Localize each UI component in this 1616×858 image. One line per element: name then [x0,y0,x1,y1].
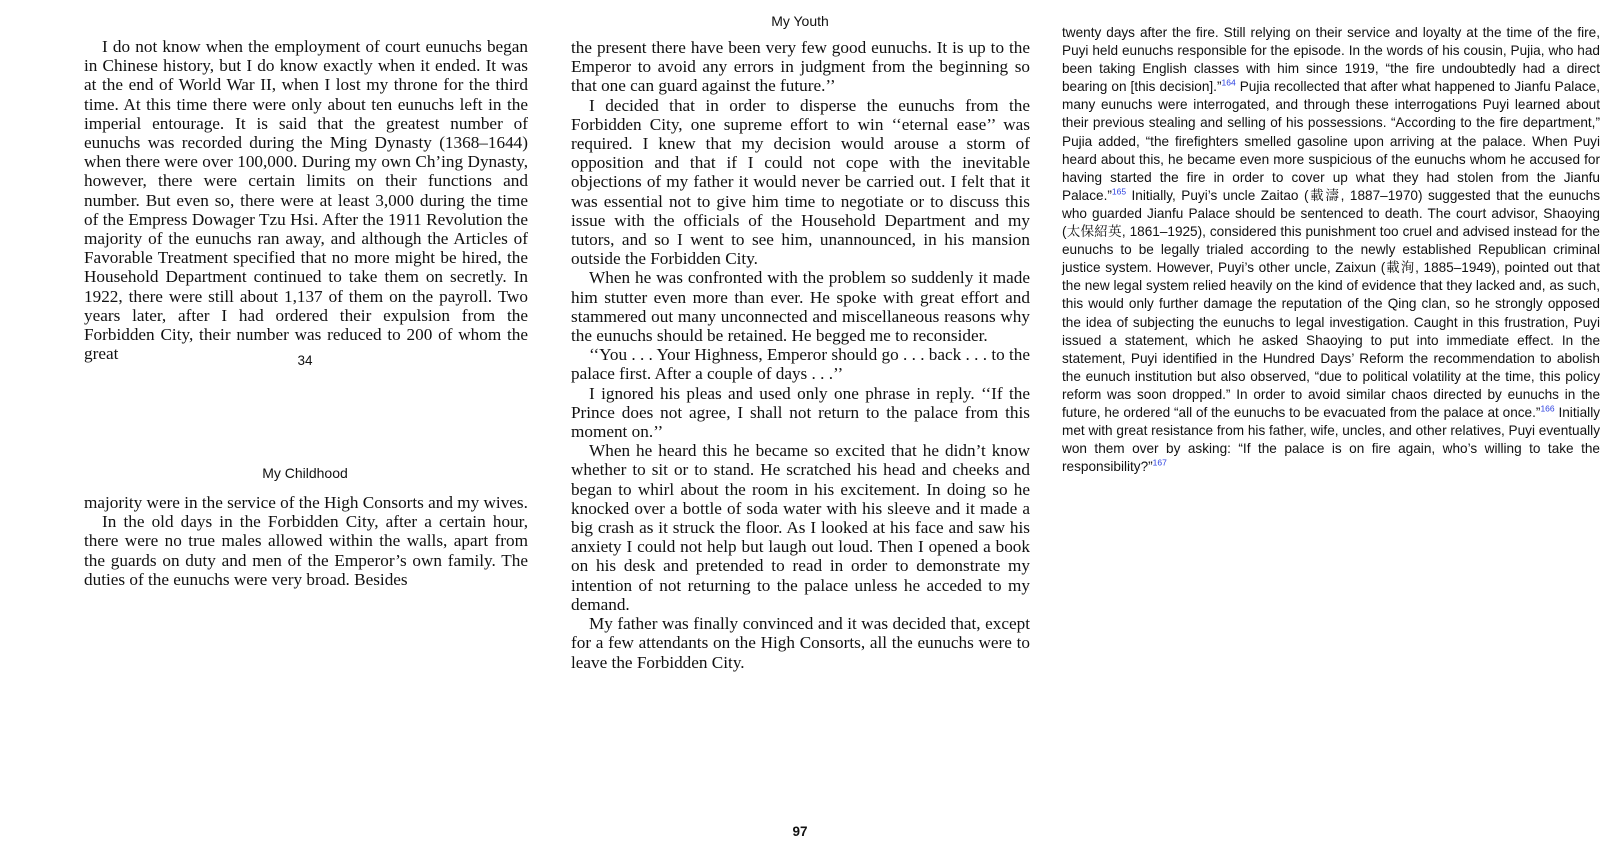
paragraph: When he heard this he became so excited that he didn’t know whether to sit or to stand. He scratched his head and cheeks and began to whirl about the room in his excitement. In doing so he knocked over a bottle of soda water with his sleeve and it made a big crash as it struck the floor. As I looked at his face and saw his anxiety I could not help but laugh out loud. Then I opened a book on his desk and pretended to read in order to demonstrate my intention of not returning to the palace unless he acceded to my demand. [571,441,1030,614]
footnote-link-164[interactable]: 164 [1221,77,1236,88]
footnote-link-167[interactable]: 167 [1152,457,1167,468]
right-page-paragraph [1062,24,1600,476]
paragraph: ‘‘You . . . Your Highness, Emperor should go . . . back . . . to the palace first. After a couple of days . . .’’ [571,345,1030,384]
paragraph: In the old days in the Forbidden City, after a certain hour, there were no true males allowed within the walls, apart from the guards on duty and men of the Emperor’s own family. The duties of the eunuchs were very broad. Besides [84,512,528,589]
running-head-my-youth: My Youth [771,13,829,29]
text-segment: Initially, Puyi’s uncle Zaitao (載濤, 1887–1970) suggested that the eunuchs who guarded Jianfu Palace should be sentenced to death. The court advisor, Shaoying (太保紹英, 1861–1925), considered this punishment too cruel and advised instead for the eunuchs to be legally trialed according to the newly established Republican criminal justice system. However, Puyi’s other uncle, Zaixun (載洵, 1885–1949), pointed out that the new legal system relied heavily on the kind of evidence that they lacked and, as such, this would only further damage the reputation of the Qing clan, so he strongly opposed the idea of subjecting the eunuchs to legal investigation. Caught in this frustration, Puyi issued a statement, which he asked Shaoying to put into immediate effect. In the statement, Puyi identified in the Hundred Days’ Reform the recommendation to abolish the eunuch institution but also observed, “due to political volatility at the time, this policy reform was soon dropped.” In order to avoid similar chaos directed by eunuchs in the future, he ordered “all of the eunuchs to be evacuated from the palace at once.” [1062,187,1600,420]
left-page-lower-body [84,493,528,589]
middle-page-body [571,38,1030,672]
right-page-body [1062,24,1600,476]
left-page-upper [84,37,528,363]
footnote-link-165[interactable]: 165 [1111,186,1127,197]
footnote-link-166[interactable]: 166 [1540,403,1555,414]
page-number-34: 34 [297,353,313,368]
text-segment: twenty days after the fire. Still relying on their service and loyalty at the time of the fire, Puyi held eunuchs responsible for the episode. In the words of his cousin, Pujia, who had been taking English classes with him since 1919, “the fire undoubtedly had a direct bearing on [this decision].” [1062,25,1600,95]
text-segment: Initially met with great resistance from his father, wife, uncles, and other relatives, Puyi eventually won them over by asking: “If the palace is on fire again, who’s willing to take the responsibility?” [1062,404,1601,475]
paragraph: majority were in the service of the High Consorts and my wives. [84,493,528,512]
paragraph: My father was finally convinced and it was decided that, except for a few attendants on the High Consorts, all the eunuchs were to leave the Forbidden City. [571,614,1030,672]
paragraph: I do not know when the employment of court eunuchs began in Chinese history, but I do know exactly when it ended. It was at the end of World War II, when I lost my throne for the third time. At this time there were only about ten eunuchs left in the imperial entourage. It is said that the greatest number of eunuchs was recorded during the Ming Dynasty (1368–1644) when there were over 100,000. During my own Ch’ing Dynasty, however, there were certain limits on their functions and number. But even so, there were at least 3,000 during the time of the Empress Dowager Tzu Hsi. After the 1911 Revolution the majority of the eunuchs ran away, and although the Articles of Favorable Treatment specified that no more might be hired, the Household Department continued to take them on secretly. In 1922, there were still about 1,137 of them on the payroll. Two years later, after I had ordered their expulsion from the Forbidden City, their number was reduced to 200 of whom the great [84,37,528,364]
right-page [1062,24,1600,476]
text-segment: Pujia recollected that after what happened to Jianfu Palace, many eunuchs were interrogated, and through these interrogations Puyi learned about their previous stealing and selling of his possessions. “According to the fire department,” Pujia added, “the firefighters smelled gasoline upon arriving at the palace. When Puyi heard about this, he became even more suspicious of the eunuchs whom he accused for having started the fire in order to cover up what they had stolen from the Jianfu Palace.” [1062,79,1601,203]
running-head-my-childhood: My Childhood [262,465,348,481]
left-page-body [84,37,528,363]
paragraph: the present there have been very few good eunuchs. It is up to the Emperor to avoid any errors in judgment from the beginning so that one can guard against the future.’’ [571,38,1030,96]
left-page-lower [84,493,528,589]
middle-page [571,38,1030,672]
paragraph: I decided that in order to disperse the eunuchs from the Forbidden City, one supreme effort to win ‘‘eternal ease’’ was required. I knew that my decision would arouse a storm of opposition and that if I could not cope with the inevitable objections of my father it would never be carried out. I felt that it was essential not to give him time to negotiate or to discuss this issue with the officials of the Household Department and my tutors, and so I went to see him, unannounced, in his mansion outside the Forbidden City. [571,95,1030,269]
page-number-97: 97 [792,824,808,839]
paragraph: When he was confronted with the problem so suddenly it made him stutter even more than ever. He spoke with great effort and stammered out many unconnected and miscellaneous reasons why the eunuchs should be retained. He begged me to reconsider. [571,268,1030,346]
paragraph: I ignored his pleas and used only one phrase in reply. ‘‘If the Prince does not agree, I shall not return to the palace from this moment on.’’ [571,383,1030,442]
